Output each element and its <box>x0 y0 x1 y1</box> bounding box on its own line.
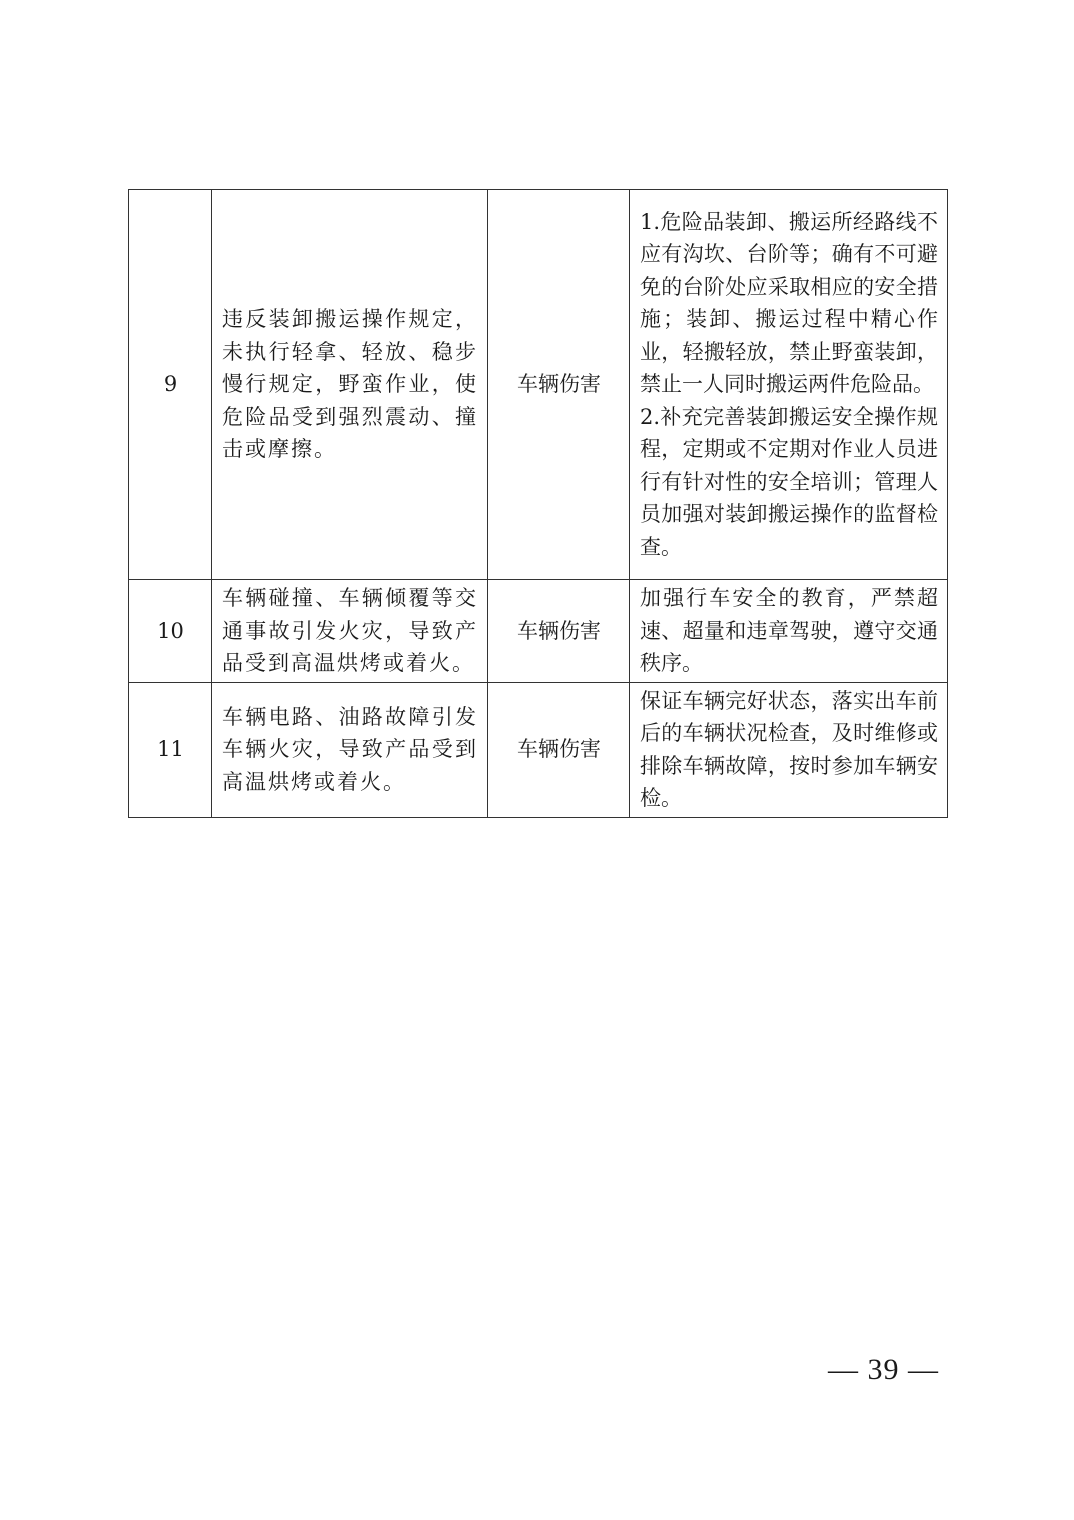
risk-measures-table <box>128 189 948 818</box>
risk-description: 违反装卸搬运操作规定，未执行轻拿、轻放、稳步慢行规定，野蛮作业，使危险品受到强烈震动、撞击或摩擦。 <box>212 190 488 580</box>
measure-item: 保证车辆完好状态，落实出车前后的车辆状况检查，及时维修或排除车辆故障，按时参加车辆安检。 <box>640 688 938 810</box>
measure-item: 2.补充完善装卸搬运安全操作规程，定期或不定期对作业人员进行有针对性的安全培训；管理人员加强对装卸搬运操作的监督检查。 <box>640 404 938 559</box>
control-measures <box>630 190 948 580</box>
control-measures <box>630 580 948 683</box>
hazard-type: 车辆伤害 <box>488 190 630 580</box>
page-number: — 39 — <box>828 1353 939 1386</box>
measure-item: 加强行车安全的教育，严禁超速、超量和违章驾驶，遵守交通秩序。 <box>640 586 938 675</box>
hazard-type: 车辆伤害 <box>488 682 630 817</box>
row-number: 9 <box>129 190 212 580</box>
row-number: 10 <box>129 580 212 683</box>
measure-item: 1.危险品装卸、搬运所经路线不应有沟坎、台阶等；确有不可避免的台阶处应采取相应的安全措施；装卸、搬运过程中精心作业，轻搬轻放，禁止野蛮装卸，禁止一人同时搬运两件危险品。 <box>640 209 938 397</box>
hazard-type: 车辆伤害 <box>488 580 630 683</box>
row-number: 11 <box>129 682 212 817</box>
table-row <box>129 682 948 817</box>
risk-description: 车辆电路、油路故障引发车辆火灾，导致产品受到高温烘烤或着火。 <box>212 682 488 817</box>
control-measures <box>630 682 948 817</box>
table-row <box>129 580 948 683</box>
table-row <box>129 190 948 580</box>
risk-description: 车辆碰撞、车辆倾覆等交通事故引发火灾，导致产品受到高温烘烤或着火。 <box>212 580 488 683</box>
